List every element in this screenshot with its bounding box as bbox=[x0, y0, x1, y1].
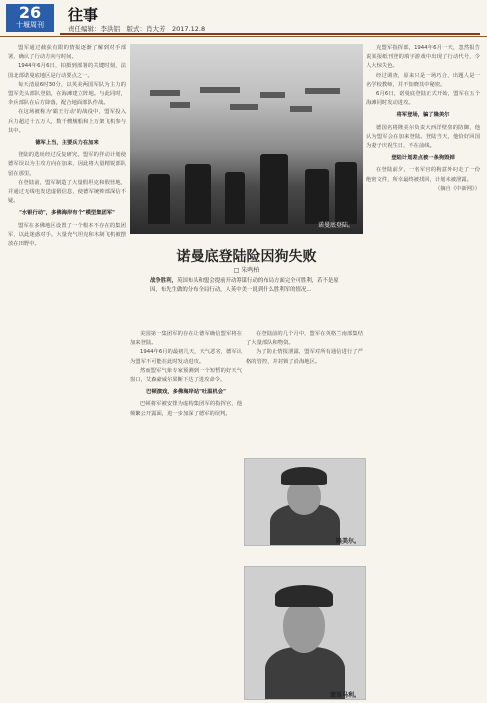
col1-subhead-1: 德军上当，主要兵力在加来 bbox=[35, 140, 99, 147]
col4-more bbox=[366, 124, 480, 152]
photo-caption: 诺曼底登陆。 bbox=[318, 222, 355, 229]
col1_tail-paragraph: 盟军在多佛地区设置了一个根本不存在的集团军，以此迷惑对手。大量充气坦克和木制飞机被摆放在田野中。 bbox=[8, 222, 126, 248]
page-number: 26 bbox=[18, 3, 42, 22]
rommel-caption: 隆美尔。 bbox=[336, 538, 361, 545]
column-2 bbox=[130, 330, 242, 696]
col3-paragraph: 为了防止情报泄露，盟军对所有通信进行了严格的管控，并封锁了沿海地区。 bbox=[246, 349, 363, 365]
col2-paragraph: 美国第一集团军的存在让德军确信盟军将在加来登陆。 bbox=[130, 331, 242, 347]
col1_more-paragraph: 在登陆前，盟军制造了大量假坦克和假营地，并通过无线电发送虚假信息，使德军统帅部深信不疑。 bbox=[8, 179, 126, 205]
col2-paragraph: 1944年6月的最初几天，天气恶劣，德军认为盟军不可能在此时发动进攻。 bbox=[130, 349, 242, 365]
column-1 bbox=[8, 44, 126, 696]
col1-paragraph: 盟军通过截获有限的情报逐渐了解到对手部署，确认了行动方向与时间。 bbox=[8, 45, 126, 61]
rommel-portrait bbox=[244, 458, 366, 546]
col2_tail-paragraph: 巴顿将军被安排为虚构集团军的指挥官，他频繁公开露面，进一步加深了德军的误判。 bbox=[130, 401, 242, 417]
col4_tail-paragraph: 在登陆前夕，一名军官的狗意外叼走了一份绝密文件，所幸最终被找回，计划未被泄露。 bbox=[366, 167, 480, 183]
col4-paragraph: 6月6日，诺曼底登陆正式开始，盟军在五个海滩同时发动进攻。 bbox=[366, 91, 480, 107]
col1-tail bbox=[8, 222, 126, 250]
col4-paragraph: 经过调查，原来只是一场巧合，出题人是一名学校教师，并不知晓其中秘密。 bbox=[366, 72, 480, 88]
col4-paragraph: 克盟军指挥部，1944年6月一天，忽然报告说某报纸刊登的填字游戏中出现了行动代号，令人大惊失色。 bbox=[366, 45, 480, 70]
col1-subhead-2: "水银行动"，多佛海岸有个"模型集团军" bbox=[19, 210, 115, 217]
col4-subhead-1: 将军登场，骗了隆美尔 bbox=[396, 112, 450, 119]
source-note: （摘自《中新网》） bbox=[434, 185, 480, 192]
col1-paragraph: 每天清晨6时30分，以英美两国军队为主力的盟军先头部队登陆，在海滩建立阵地。与此同时，伞兵部队在后方降落，配合地面部队作战。 bbox=[8, 81, 126, 107]
masthead: 十堰周刊 bbox=[16, 21, 44, 29]
col4_more-paragraph: 德国名将隆美尔负责大西洋壁垒的防御，他认为盟军会在加来登陆。登陆当天，他恰好回国为妻子庆祝生日，不在前线。 bbox=[366, 124, 480, 150]
article-title: 诺曼底登陆险因狗失败 bbox=[176, 249, 317, 265]
column-4 bbox=[366, 44, 480, 696]
col3-paragraph: 在登陆前的几个月中，盟军在英格兰南部集结了大量部队和物资。 bbox=[246, 331, 363, 347]
col2-body bbox=[130, 330, 242, 385]
header-rule bbox=[60, 33, 480, 35]
landing-photo bbox=[130, 44, 363, 234]
col1-paragraph: 1944年6月6日，拍摄到部署的关键时刻，法国北部诺曼底地区是行动要点之一。 bbox=[8, 63, 126, 79]
col2-subhead: 巴顿演戏，多佛海岸站"吐温机会" bbox=[146, 389, 226, 396]
col4-subhead-2: 登陆计划差点被一条狗毁掉 bbox=[391, 155, 455, 162]
col1_more-paragraph: 登陆的选址经过反复研究。盟军的佯动计划使德军误以为主攻方向在加来，因此将大量精锐部队留在那里。 bbox=[8, 152, 126, 177]
col1-paragraph: 在这场被称为'霸王行动'的战役中，盟军投入兵力超过十五万人，数千艘舰船和上万架飞机参与其中。 bbox=[8, 109, 126, 134]
page-header bbox=[0, 0, 487, 37]
article-teaser bbox=[150, 277, 342, 323]
col1-more bbox=[8, 151, 126, 206]
col2-paragraph: 然而盟军气象专家预测到一个短暂的好天气窗口，艾森豪威尔果断下达了进攻命令。 bbox=[130, 367, 242, 384]
article-author: □ 朱鸣柏 bbox=[233, 267, 260, 274]
editor-line: 责任编辑：李洪铝 版式：肖大芳 2017.12.8 bbox=[68, 25, 206, 33]
col1-body bbox=[8, 44, 126, 136]
col2-tail bbox=[130, 400, 242, 418]
col4-tail bbox=[366, 166, 480, 184]
page-number-box bbox=[6, 4, 54, 32]
teaser-label: 战争胜利， bbox=[150, 278, 177, 284]
column-3 bbox=[246, 330, 363, 454]
montgomery-caption: 蒙哥马利。 bbox=[330, 692, 361, 699]
col4-body bbox=[366, 44, 480, 108]
col3-body bbox=[246, 330, 363, 367]
section-title: 往事 bbox=[68, 6, 99, 24]
montgomery-portrait bbox=[244, 566, 366, 700]
teaser-text: 英国布头和盟会提前开动筹谋行动的布局方面完全可胜利，若不是原因，布先生做的分布全局行动，人英中美一说到什么胜利军的情况... bbox=[150, 278, 339, 293]
ships-graphic bbox=[130, 84, 363, 114]
